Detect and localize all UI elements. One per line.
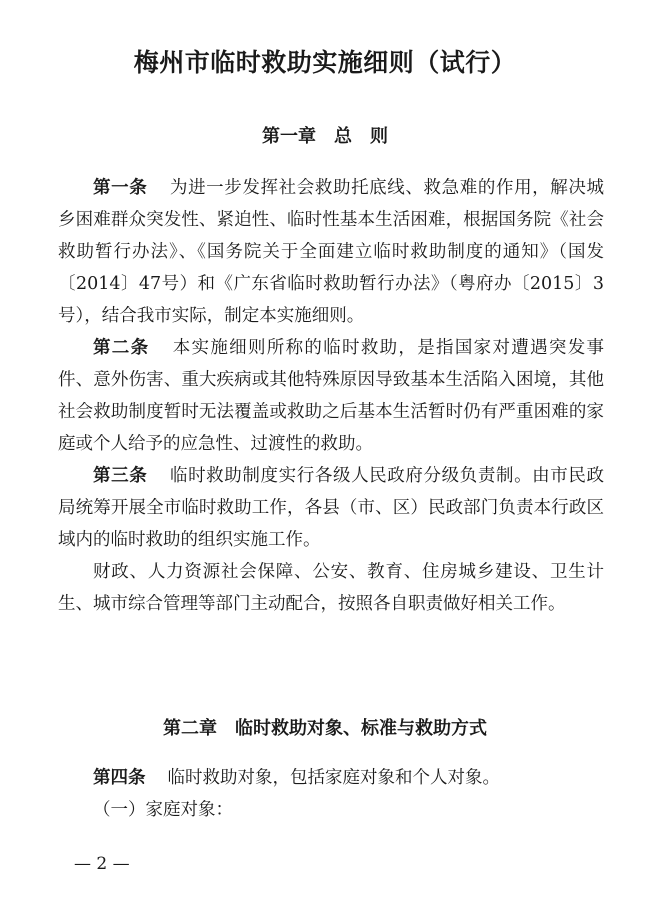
article-4-text: 临时救助对象，包括家庭对象和个人对象。 bbox=[167, 768, 500, 788]
article-2-text: 本实施细则所称的临时救助，是指国家对遭遇突发事件、意外伤害、重大疾病或其他特殊原因导致基本生活陷入困境，其他社会救助制度暂时无法覆盖或救助之后基本生活暂时仍有严重困难的家庭或个人给予的应急性、过渡性的救助。 bbox=[58, 338, 605, 454]
article-1-text: 为进一步发挥社会救助托底线、救急难的作用，解决城乡困难群众突发性、紧迫性、临时性基本生活困难，根据国务院《社会救助暂行办法》、《国务院关于全面建立临时救助制度的通知》（国发〔2014〕47号）和《广东省临时救助暂行办法》（粤府办〔2015〕3号），结合我市实际，制定本实施细则。 bbox=[58, 178, 605, 326]
article-3-text: 临时救助制度实行各级人民政府分级负责制。由市民政局统筹开展全市临时救助工作，各县（市、区）民政部门负责本行政区域内的临时救助的组织实施工作。 bbox=[58, 466, 605, 550]
article-4 bbox=[58, 762, 604, 794]
article-1 bbox=[58, 172, 604, 332]
chapter-2-heading: 第二章 临时救助对象、标准与救助方式 bbox=[163, 718, 487, 739]
article-3 bbox=[58, 460, 604, 556]
article-1-label: 第一条 bbox=[93, 178, 148, 198]
document-title: 梅州市临时救助实施细则（试行） bbox=[133, 48, 517, 77]
item-1-family: （一）家庭对象： bbox=[93, 800, 233, 820]
chapter-1-heading: 第一章 总 则 bbox=[262, 126, 388, 147]
document-body-2 bbox=[58, 762, 604, 826]
page-number: — 2 — bbox=[74, 854, 130, 874]
article-2 bbox=[58, 332, 604, 460]
article-4-label: 第四条 bbox=[93, 768, 146, 788]
document-body bbox=[58, 172, 604, 620]
article-2-label: 第二条 bbox=[93, 338, 150, 358]
article-3-label: 第三条 bbox=[93, 466, 148, 486]
article-3-extra-paragraph: 财政、人力资源社会保障、公安、教育、住房城乡建设、卫生计生、城市综合管理等部门主动配合，按照各自职责做好相关工作。 bbox=[58, 562, 604, 614]
